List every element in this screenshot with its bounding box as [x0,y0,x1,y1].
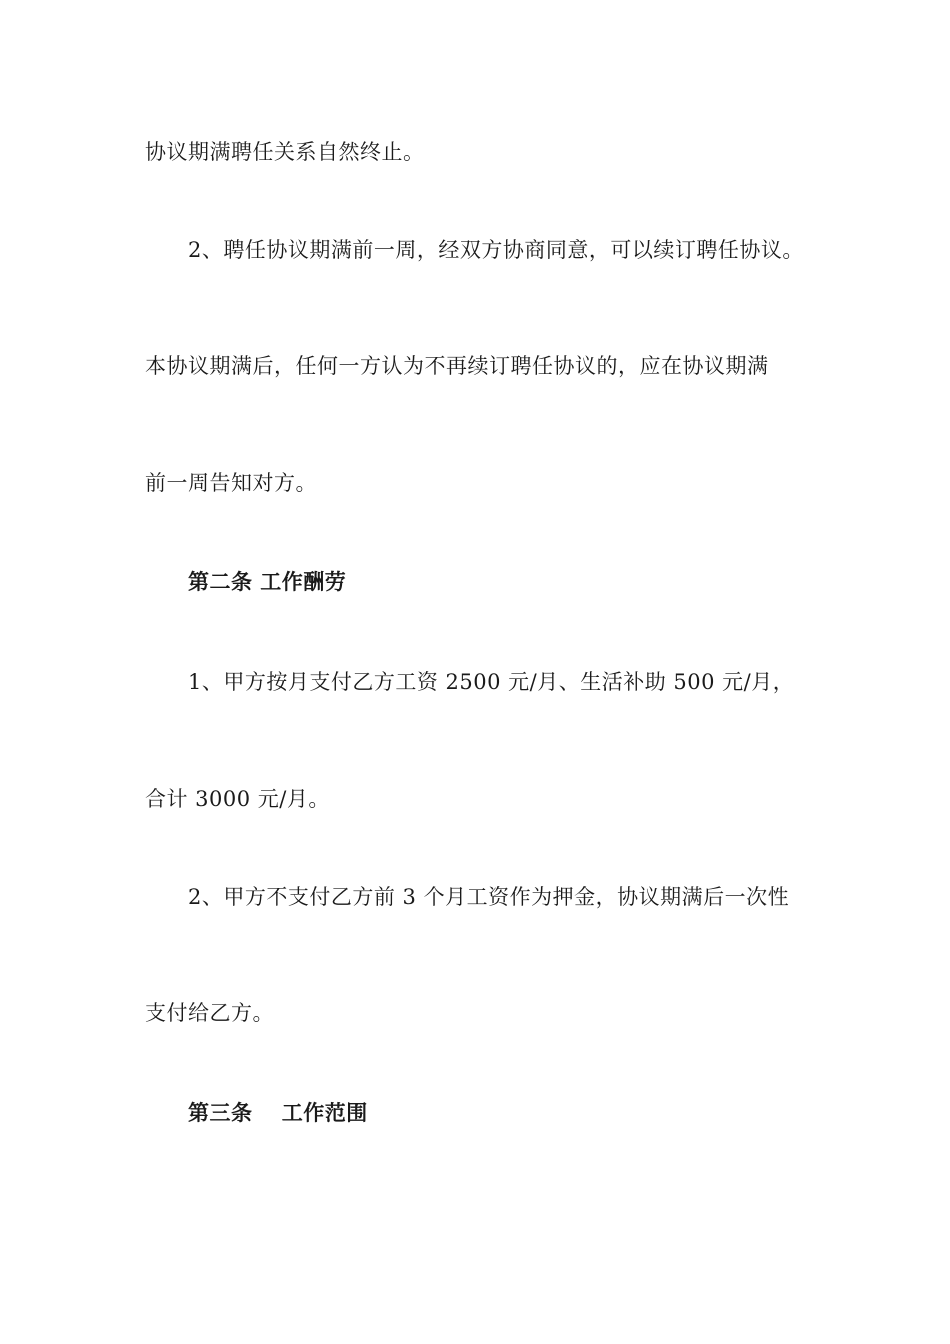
paragraph-line-7: 2、甲方不支付乙方前 3 个月工资作为押金，协议期满后一次性 [188,885,790,909]
section-heading-2: 第二条 工作酬劳 [188,570,347,594]
paragraph-line-8: 支付给乙方。 [145,1001,274,1025]
section-heading-3: 第三条 工作范围 [188,1101,368,1125]
paragraph-line-4: 前一周告知对方。 [145,471,317,495]
paragraph-line-3: 本协议期满后，任何一方认为不再续订聘任协议的，应在协议期满 [145,354,769,378]
paragraph-line-1: 协议期满聘任关系自然终止。 [145,140,425,164]
paragraph-line-2: 2、聘任协议期满前一周，经双方协商同意，可以续订聘任协议。 [188,238,804,262]
paragraph-line-6: 合计 3000 元/月。 [145,787,330,811]
paragraph-line-5: 1、甲方按月支付乙方工资 2500 元/月、生活补助 500 元/月， [188,670,795,694]
